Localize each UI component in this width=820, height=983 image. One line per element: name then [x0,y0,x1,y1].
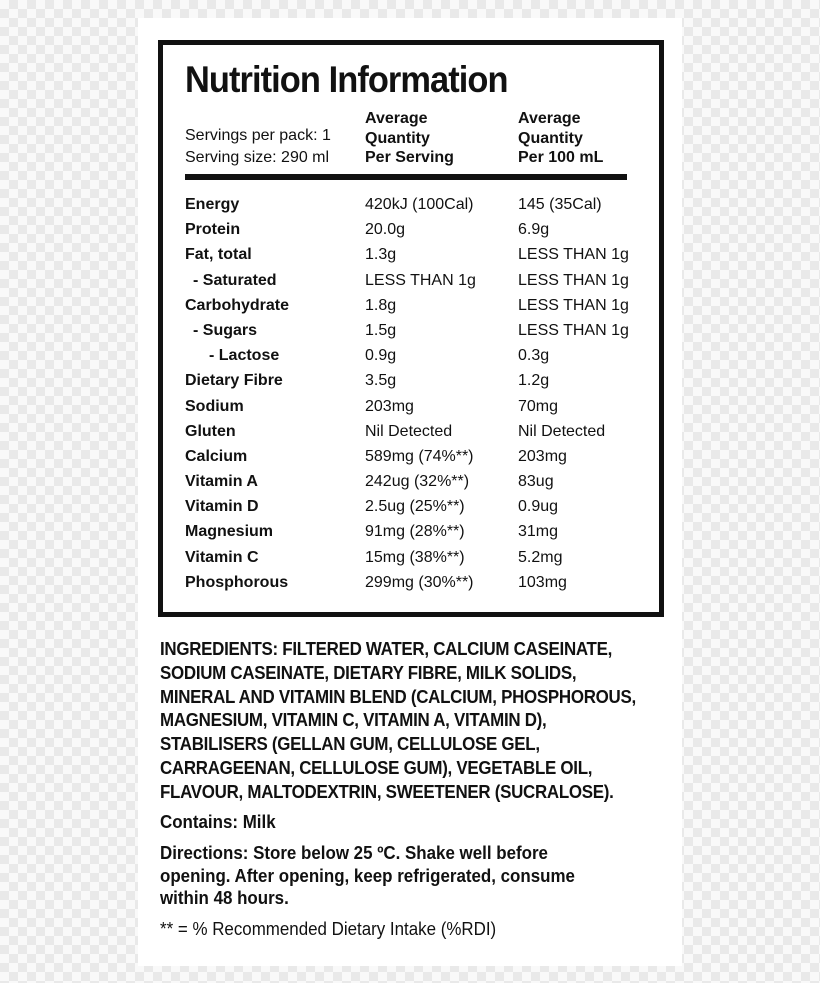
nutrient-name: Carbohydrate [185,296,290,314]
per-100ml-value: 145 (35Cal) [518,196,602,213]
per-100ml-value: 203mg [518,447,567,465]
ingredients-line: SODIUM CASEINATE, DIETARY FIBRE, MILK SOLIDS, [160,662,577,683]
header-divider [185,174,627,180]
nutrient-row-protein [185,217,645,242]
per-100ml-value: 5.2mg [518,548,563,566]
per-100ml-value: 0.3g [518,347,550,365]
nutrient-row-calcium [185,444,645,469]
nutrient-row-dietary-fibre [185,368,645,393]
per-serving-value: 0.9g [365,347,397,365]
per-100ml-value: Nil Detected [518,422,606,440]
nutrient-name: Magnesium [185,523,274,541]
per-100ml-value: LESS THAN 1g [518,246,629,264]
per-serving-value: 299mg (30%**) [365,573,474,591]
directions-line: opening. After opening, keep refrigerated, consume [160,865,575,886]
nutrient-name: - Lactose [209,347,280,365]
ingredients-line: INGREDIENTS: FILTERED WATER, CALCIUM CASEINATE, [160,639,613,659]
directions-text [160,842,630,910]
per-serving-value: 242ug (32%**) [365,473,470,491]
per-serving-value: 1.3g [365,246,397,264]
per-serving-value: 91mg (28%**) [365,523,465,541]
nutrient-row-vitamin-c [185,545,645,570]
ingredients-text [160,638,636,805]
per-serving-value: 589mg (74%**) [365,447,474,465]
nutrient-row-phosphorous [185,570,645,595]
nutrient-row-sodium [185,394,645,419]
per-100ml-value: LESS THAN 1g [518,321,629,339]
nutrient-row-magnesium [185,519,645,544]
per-serving-value: Nil Detected [365,422,453,440]
nutrient-table [185,192,645,595]
per-serving-value: 15mg (38%**) [365,548,465,566]
nutrition-panel [158,40,664,617]
nutrient-name: - Saturated [193,271,277,289]
servings-per-pack: Servings per pack: 1 [185,127,331,144]
per-100ml-value: 1.2g [518,372,550,390]
per-100ml-value: 83ug [518,473,554,491]
nutrient-name: Dietary Fibre [185,372,283,390]
rdi-footnote: ** = % Recommended Dietary Intake (%RDI) [160,919,497,939]
per-serving-value: 420kJ (100Cal) [365,196,474,213]
nutrient-row-sugars [185,318,645,343]
column-header-per-serving [365,109,454,168]
nutrient-name: Sodium [185,397,244,415]
per-serving-value: 203mg [365,397,414,415]
serving-size: Serving size: 290 ml [185,149,330,166]
per-serving-value: 20.0g [365,221,406,239]
directions-line-first [160,842,630,865]
column-header-line: Quantity [365,129,430,147]
column-header-line: Quantity [518,129,583,147]
per-serving-value: LESS THAN 1g [365,271,476,289]
column-header-per-100ml [518,109,603,168]
ingredients-line: CARRAGEENAN, CELLULOSE GUM), VEGETABLE OIL, [160,757,593,778]
column-header-line: Per 100 mL [518,149,604,166]
nutrient-name: Protein [185,221,241,239]
directions-label: Directions: [160,843,249,863]
serving-info [185,125,331,169]
nutrient-row-gluten [185,419,645,444]
directions-line: within 48 hours. [160,888,289,908]
ingredients-line: MAGNESIUM, VITAMIN C, VITAMIN A, VITAMIN D), [160,710,547,731]
column-header-line: Per Serving [365,149,454,166]
ingredients-line: STABILISERS (GELLAN GUM, CELLULOSE GEL, [160,734,540,755]
nutrient-row-lactose [185,343,645,368]
ingredients-line: MINERAL AND VITAMIN BLEND (CALCIUM, PHOSPHOROUS, [160,686,636,707]
nutrient-name: Fat, total [185,246,252,264]
column-header-line: Average [365,110,428,127]
per-100ml-value: 31mg [518,523,559,541]
allergen-statement: Contains: Milk [160,812,276,832]
nutrient-name: Gluten [185,422,236,440]
nutrient-name: Vitamin D [185,498,259,516]
per-100ml-value: 103mg [518,573,567,591]
directions-line: Store below 25 ºC. Shake well before [248,843,548,863]
ingredients-line: FLAVOUR, MALTODEXTRIN, SWEETENER (SUCRALOSE). [160,781,614,802]
per-serving-value: 2.5ug (25%**) [365,498,465,516]
per-100ml-value: LESS THAN 1g [518,271,629,289]
panel-title: Nutrition Information [185,59,508,100]
per-100ml-value: 6.9g [518,221,550,239]
nutrient-name: Vitamin C [185,548,259,566]
nutrient-name: Vitamin A [185,473,258,491]
nutrient-row-saturated [185,268,645,293]
nutrient-row-fat-total [185,242,645,267]
per-100ml-value: LESS THAN 1g [518,296,629,314]
nutrient-name: - Sugars [193,321,258,339]
nutrient-row-energy [185,192,645,217]
per-serving-value: 1.5g [365,321,397,339]
nutrient-row-vitamin-a [185,469,645,494]
nutrient-row-vitamin-d [185,494,645,519]
nutrient-name: Energy [185,196,240,213]
nutrient-row-carbohydrate [185,293,645,318]
per-100ml-value: 70mg [518,397,559,415]
nutrient-name: Calcium [185,447,248,465]
per-serving-value: 1.8g [365,296,397,314]
nutrient-name: Phosphorous [185,573,289,591]
per-100ml-value: 0.9ug [518,498,559,516]
column-header-line: Average [518,110,581,127]
per-serving-value: 3.5g [365,372,397,390]
